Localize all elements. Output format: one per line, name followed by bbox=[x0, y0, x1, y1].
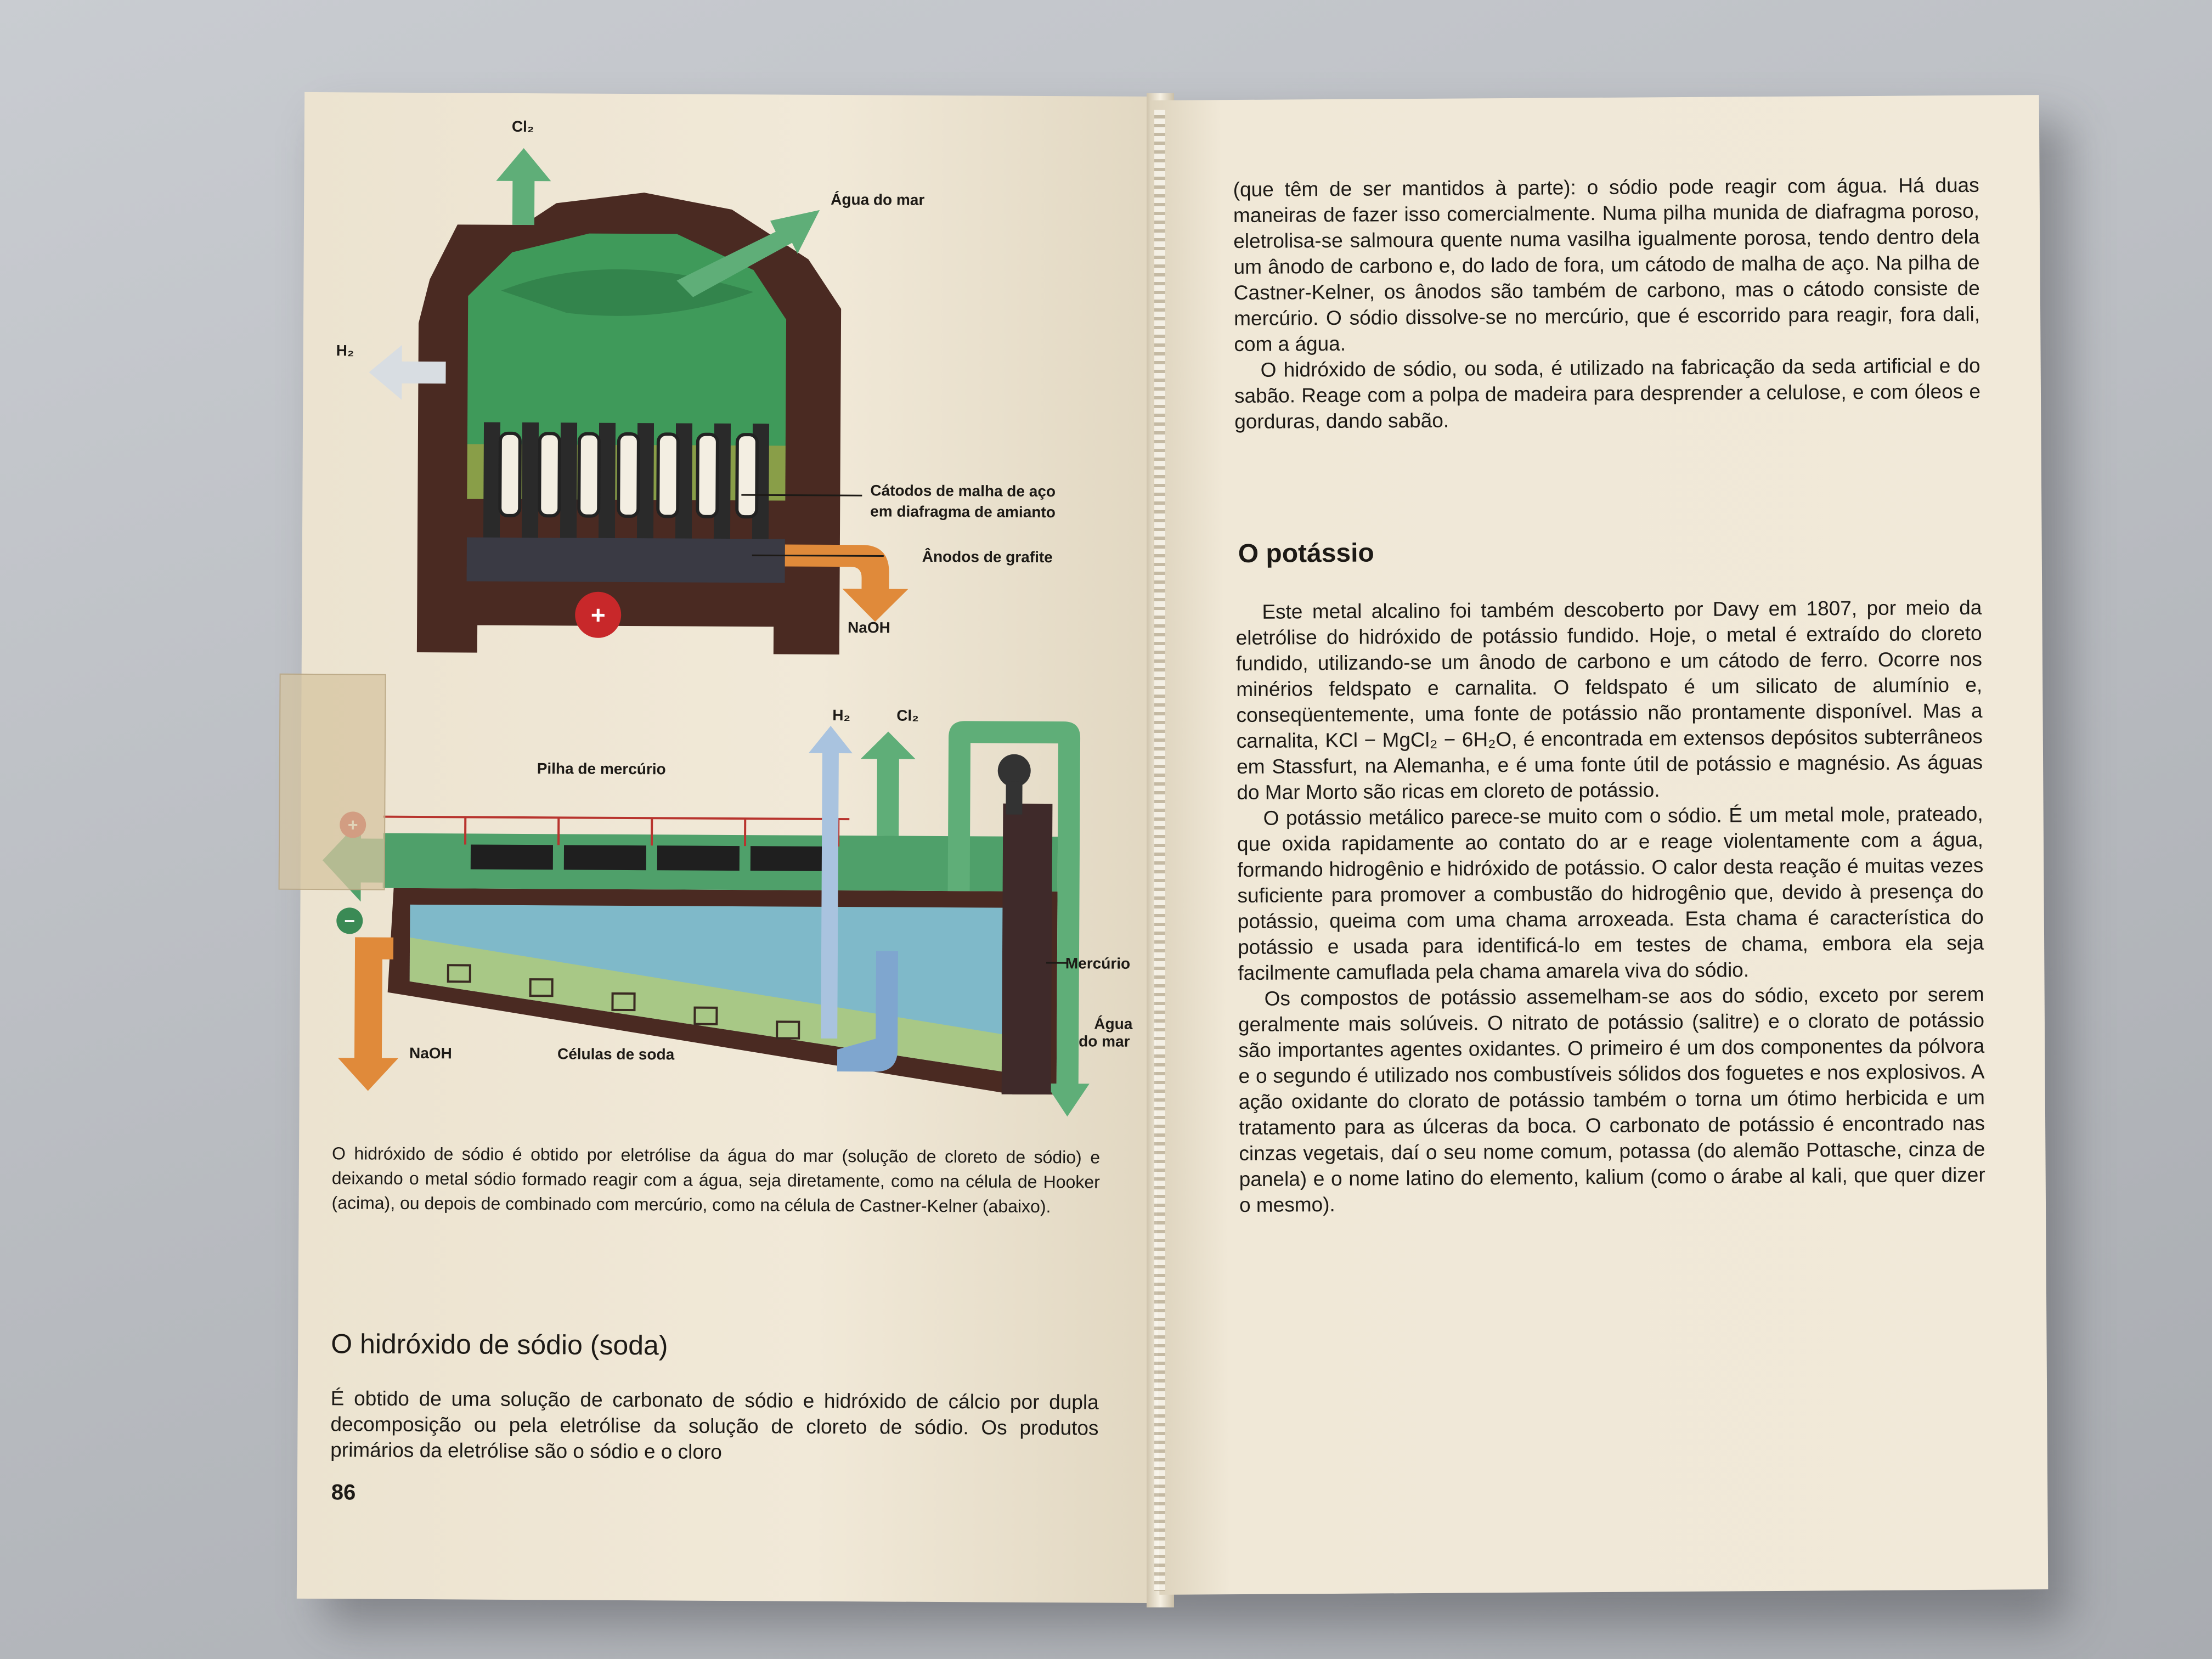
seawater-label: Água do mar bbox=[831, 190, 925, 208]
bottom-naoh-label: NaOH bbox=[409, 1044, 452, 1062]
bottom-cl2-arrow-icon bbox=[860, 731, 916, 836]
bottom-cl2-label: Cl₂ bbox=[896, 707, 919, 724]
bottom-minus-symbol: − bbox=[344, 911, 356, 932]
mercury-label: Mercúrio bbox=[1065, 955, 1131, 972]
soda-body-text: É obtido de uma solução de carbonato de sódio e hidróxido de cálcio por dupla decomposição ou pela eletrólise da solução de cloreto de sódio. Os produtos primários da eletrólise são o sódio e o cloro bbox=[330, 1387, 1099, 1463]
h2-label: H₂ bbox=[336, 342, 354, 359]
potassium-text-block bbox=[1235, 595, 1985, 1218]
graphite-anodes bbox=[500, 433, 757, 517]
naoh-label: NaOH bbox=[848, 619, 890, 636]
paragraph-soda-uses: O hidróxido de sódio, ou soda, é utilizado na fabricação da seda artificial e do sabão. Reage com a polpa de madeira para desprender a celulose, e com óleos e gorduras, dando sabão. bbox=[1234, 354, 1981, 433]
page-number: 86 bbox=[331, 1480, 356, 1505]
adhesive-tape bbox=[279, 674, 386, 890]
left-page bbox=[297, 92, 1166, 1603]
pilha-label: Pilha de mercúrio bbox=[537, 760, 666, 778]
seawater-label-2: do mar bbox=[1079, 1032, 1130, 1050]
cathodes-label-1: Cátodos de malha de aço bbox=[870, 482, 1056, 500]
section-heading-potassio: O potássio bbox=[1238, 538, 1374, 568]
hooker-cell-diagram bbox=[335, 114, 1105, 678]
section-heading-soda: O hidróxido de sódio (soda) bbox=[331, 1328, 668, 1361]
anodes-label: Ânodos de grafite bbox=[922, 548, 1053, 566]
paragraph-potassium-metal: O potássio metálico parece-se muito com o sódio. É um metal mole, prateado, que oxida rapidamente ao contato do ar e reage violentamente com a água, formando hidrogênio e hidróxido de potássio. O calor desta reação é muitas vezes suficiente para promover a combustão do hidrogênio que, devido à presença do potássio, queima com uma chama arroxeada. Esta chama é característica do potássio e usada para identificá-lo em testes de chama, embora ela seja facilmente camuflada pela chama amarela viva do sódio. bbox=[1237, 802, 1984, 985]
soda-cells-label: Células de soda bbox=[557, 1045, 675, 1063]
castner-kelner-diagram bbox=[299, 707, 1157, 1117]
cl2-label: Cl₂ bbox=[511, 117, 534, 136]
paragraph-sodium-water: (que têm de ser mantidos à parte): o sódio pode reagir com água. Há duas maneiras de fazer isso comercialmente. Numa pilha munida de diafragma poroso, eletrolisa-se salmoura quente numa vasilha igualmente porosa, tendo dentro dela um ânodo de carbono e, do lado de fora, um cátodo de malha de aço. Na pilha de Castner-Kelner, os ânodos são também de carbono, mas o cátodo consiste de mercúrio. O sódio dissolve-se no mercúrio, que é escorrido para reagir, fora dali, com a água. bbox=[1233, 173, 1980, 356]
bottom-h2-label: H₂ bbox=[832, 706, 851, 724]
plus-symbol: + bbox=[590, 600, 606, 629]
binding-stitches bbox=[1154, 110, 1165, 1591]
diagram-caption: O hidróxido de sódio é obtido por eletrólise da água do mar (solução de cloreto de sódio) e deixando o metal sódio formado reagir com a água, seja diretamente, como na célula de Hooker (acima), ou depois de combinado com mercúrio, como na célula de Castner-Kelner (abaixo). bbox=[331, 1143, 1101, 1217]
paragraph-potassium-discovery: Este metal alcalino foi também descoberto por Davy em 1807, por meio da eletrólise do hidróxido de potássio fundido. Hoje, o metal é extraído do cloreto fundido, utilizando-se um ânodo de carbono e um cátodo de ferro. Ocorre nos minérios feldspato e carnalita. O feldspato é um silicato de alumínio e, conseqüentemente, uma fonte de potássio não prontamente disponível. Mas a carnalita, KCl − MgCl₂ − 6H₂O, é encontrada em extensos depósitos subterrâneos em Stassfurt, na Alemanha, e é uma fonte útil de potássio e magnésio. As águas do Mar Morto são ricas em cloreto de potássio. bbox=[1235, 596, 1983, 804]
seawater-label-1: Água bbox=[1094, 1015, 1133, 1032]
right-intro-block bbox=[1233, 172, 1981, 435]
right-page bbox=[1150, 95, 2049, 1595]
cathodes-label-2: em diafragma de amianto bbox=[870, 503, 1056, 521]
mercury-pump-column bbox=[1002, 804, 1053, 1094]
paragraph-potassium-compounds: Os compostos de potássio assemelham-se aos do sódio, exceto por serem geralmente mais solúveis. O nitrato de potássio (salitre) e o clorato de potássio são importantes agentes oxidantes. O primeiro é um dos componentes da pólvora e o segundo é utilizado nos combustíveis sólidos dos foguetes e nos explosivos. A ação oxidante do clorato de potássio também o torna um ótimo herbicida e um tratamento para as úlceras da boca. O carbonato de potássio é encontrado nas cinzas vegetais, daí o seu nome comum, potassa (do alemão Pottasche, cinza de panela) e o nome latino do elemento, kalium (como o árabe al kali, que quer dizer o mesmo). bbox=[1238, 983, 1985, 1217]
